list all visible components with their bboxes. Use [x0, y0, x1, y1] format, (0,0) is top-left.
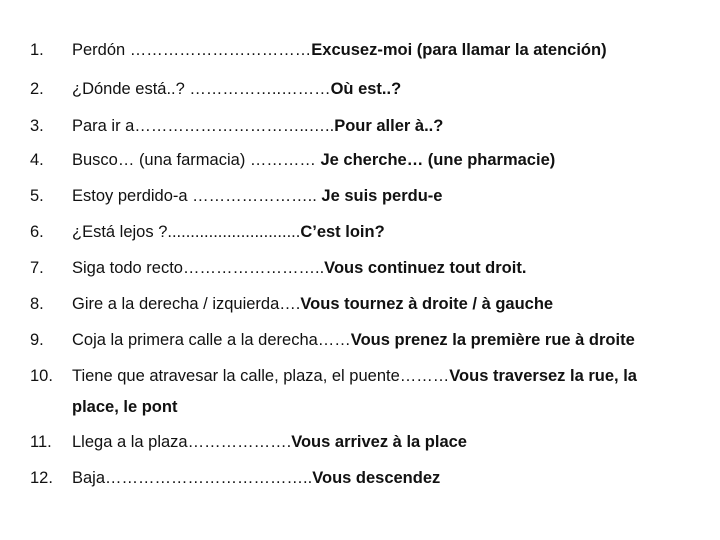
- spanish-phrase: ¿Está lejos ?.............................: [72, 223, 301, 241]
- french-phrase: Je cherche… (une pharmacie): [320, 151, 556, 169]
- item-text: [72, 432, 467, 452]
- item-number: 4.: [30, 151, 44, 169]
- french-phrase: Vous arrivez à la place: [291, 433, 467, 451]
- item-text: [72, 468, 440, 488]
- item-text: [72, 150, 555, 170]
- item-number: 11.: [30, 433, 52, 451]
- spanish-phrase: Baja………………………………..: [72, 469, 313, 487]
- french-phrase: Où est..?: [330, 80, 402, 98]
- spanish-phrase: Estoy perdido-a …………………..: [72, 187, 322, 205]
- item-text: [72, 40, 607, 60]
- item-number: 7.: [30, 259, 44, 277]
- french-phrase: Excusez-moi (para llamar la atención): [311, 41, 607, 59]
- spanish-phrase: Perdón ……………………………: [72, 41, 312, 59]
- spanish-phrase: Tiene que atravesar la calle, plaza, el puente………: [72, 367, 450, 385]
- spanish-phrase: ¿Dónde está..? ……………..………: [72, 80, 331, 98]
- item-number: 12.: [30, 469, 53, 487]
- item-number: 6.: [30, 223, 44, 241]
- spanish-phrase: Busco… (una farmacia) …………: [72, 151, 321, 169]
- item-number: 10.: [30, 367, 53, 385]
- french-phrase-continuation: place, le pont: [72, 398, 178, 416]
- item-number: 1.: [30, 41, 44, 59]
- spanish-phrase: Coja la primera calle a la derecha……: [72, 331, 351, 349]
- french-phrase: Pour aller à..?: [334, 117, 444, 135]
- french-phrase: Vous prenez la première rue à droite: [350, 331, 635, 349]
- spanish-phrase: Gire a la derecha / izquierda….: [72, 295, 301, 313]
- item-text: [72, 79, 401, 99]
- item-number: 9.: [30, 331, 44, 349]
- spanish-phrase: Para ir a…………………………..…..: [72, 117, 335, 135]
- item-text: [72, 116, 443, 136]
- item-text: [72, 366, 637, 386]
- item-text: [72, 294, 553, 314]
- item-number: 8.: [30, 295, 44, 313]
- french-phrase: Vous traversez la rue, la: [449, 367, 637, 385]
- item-text: [72, 330, 635, 350]
- item-text: [72, 222, 385, 242]
- french-phrase: Vous continuez tout droit.: [324, 259, 527, 277]
- french-phrase: Je suis perdu-e: [321, 187, 443, 205]
- french-phrase: C’est loin?: [300, 223, 385, 241]
- spanish-phrase: Llega a la plaza……………….: [72, 433, 292, 451]
- french-phrase: Vous tournez à droite / à gauche: [300, 295, 554, 313]
- item-text: [72, 258, 526, 278]
- spanish-phrase: Siga todo recto……………………..: [72, 259, 325, 277]
- item-text: [72, 186, 442, 206]
- item-number: 5.: [30, 187, 44, 205]
- item-number: 3.: [30, 117, 44, 135]
- french-phrase: Vous descendez: [312, 469, 441, 487]
- item-number: 2.: [30, 80, 44, 98]
